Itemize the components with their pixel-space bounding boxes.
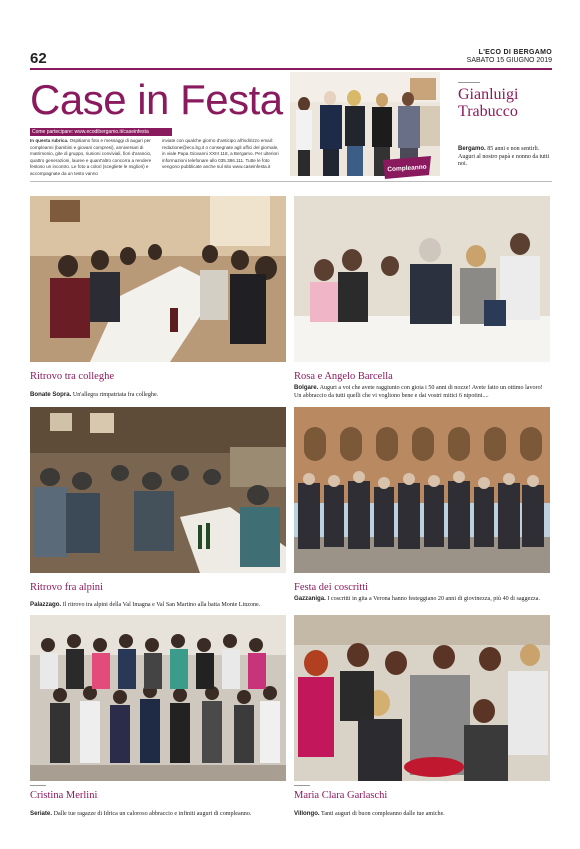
photo-garlaschi (294, 615, 550, 781)
caption-body-5: Dalle tue ragazze di Idrica un caloroso abbraccio e infiniti auguri di compleanno. (53, 811, 252, 817)
caption-body-6: Tanti auguri di buon compleanno dalle tue amiche. (321, 811, 445, 817)
caption-text-5 (30, 810, 286, 819)
section-title: Case in Festa (30, 76, 283, 123)
photo-colleagues (30, 196, 286, 362)
page-number: 62 (30, 50, 47, 67)
how-to-text-1: Ospitiamo foto e messaggi di auguri per compleanni (bambini e giovani compresi), anniversari di matrimonio, gite di gruppo, riunioni conviviali, fiori d'arancio, quattro generazioni, lauree e quant'altro concorra a rendere festoso un incontro. Le foto a colori (scegliete le migliori) e accompagnate da un testo vanno (30, 138, 152, 176)
caption-title-4: Festa dei coscritti (294, 582, 369, 593)
caption-location-3: Palazzago. (30, 601, 62, 608)
caption-text-4 (294, 595, 550, 604)
caption-location-1: Bonate Sopra. (30, 391, 72, 398)
hero-location: Bergamo. (458, 146, 486, 152)
caption-title-2: Rosa e Angelo Barcella (294, 371, 393, 382)
how-to-column-1 (30, 138, 158, 177)
caption-location-5: Seriate. (30, 810, 53, 817)
hero-name-rule (458, 82, 480, 83)
how-to-column-2: inviate con qualche giorno d'anticipo all'indirizzo email: redazione@eco.bg.it o consegnate agli uffici del giornale, in viale Papa Giovanni XXIII 118, a Bergamo. Per ulteriori informazioni telefonare allo 035.386.111. Tutte le foto vengono pubblicate anche sul sito www.caseinfesta.it (162, 138, 279, 169)
top-divider (30, 181, 552, 182)
masthead (467, 49, 552, 65)
publication-name: L'ECO DI BERGAMO (478, 49, 552, 56)
birthday-badge (383, 156, 431, 179)
caption-body-3: Il ritrovo tra alpini della Val Imagna e Val San Martino alla baita Monte Linzone. (62, 602, 261, 608)
caption-text-1 (30, 391, 286, 400)
hero-name: Gianluigi Trabucco (458, 86, 519, 120)
caption-title-6: Maria Clara Garlaschi (294, 790, 388, 801)
issue-date: SABATO 15 GIUGNO 2019 (466, 57, 552, 64)
hero-caption (458, 146, 553, 169)
header-rule (30, 68, 552, 70)
birthday-badge-label: Compleanno (387, 163, 427, 174)
how-to-bar: Come partecipare: www.ecodibergamo.it/caseinfesta (30, 128, 172, 136)
caption-title-3: Ritrovo fra alpini (30, 582, 103, 593)
photo-merlini (30, 615, 286, 781)
caption-text-3 (30, 601, 286, 610)
caption-text-6 (294, 810, 550, 819)
caption-body-2: Auguri a voi che avete raggiunto con gioia i 50 anni di nozze! Avete fatto un ottimo lavoro! Un abbraccio da tutti quelli che vi vogliono bene e dai vostri mitici 6 nipotini.... (294, 385, 543, 399)
caption-location-6: Villongo. (294, 810, 320, 817)
photo-barcella (294, 196, 550, 362)
caption-rule-5 (30, 785, 46, 786)
photo-alpini (30, 407, 286, 573)
photo-coscritti (294, 407, 550, 573)
caption-location-4: Gazzaniga. (294, 595, 326, 602)
how-to-lead: In questa rubrica. (30, 138, 69, 143)
hero-text: 85 anni e non sentirli. Auguri al nostro papà e nonno da tutti noi. (458, 146, 550, 167)
caption-location-2: Bolgare. (294, 384, 319, 391)
caption-title-1: Ritrovo tra colleghe (30, 371, 114, 382)
caption-body-4: I coscritti in gita a Verona hanno festeggiano 20 anni di giovinezza, più 40 di saggezza. (327, 596, 540, 602)
caption-body-1: Un'allegra rimpatriata fra colleghe. (72, 392, 159, 398)
caption-text-2 (294, 384, 550, 400)
caption-title-5: Cristina Merlini (30, 790, 98, 801)
caption-rule-6 (294, 785, 310, 786)
